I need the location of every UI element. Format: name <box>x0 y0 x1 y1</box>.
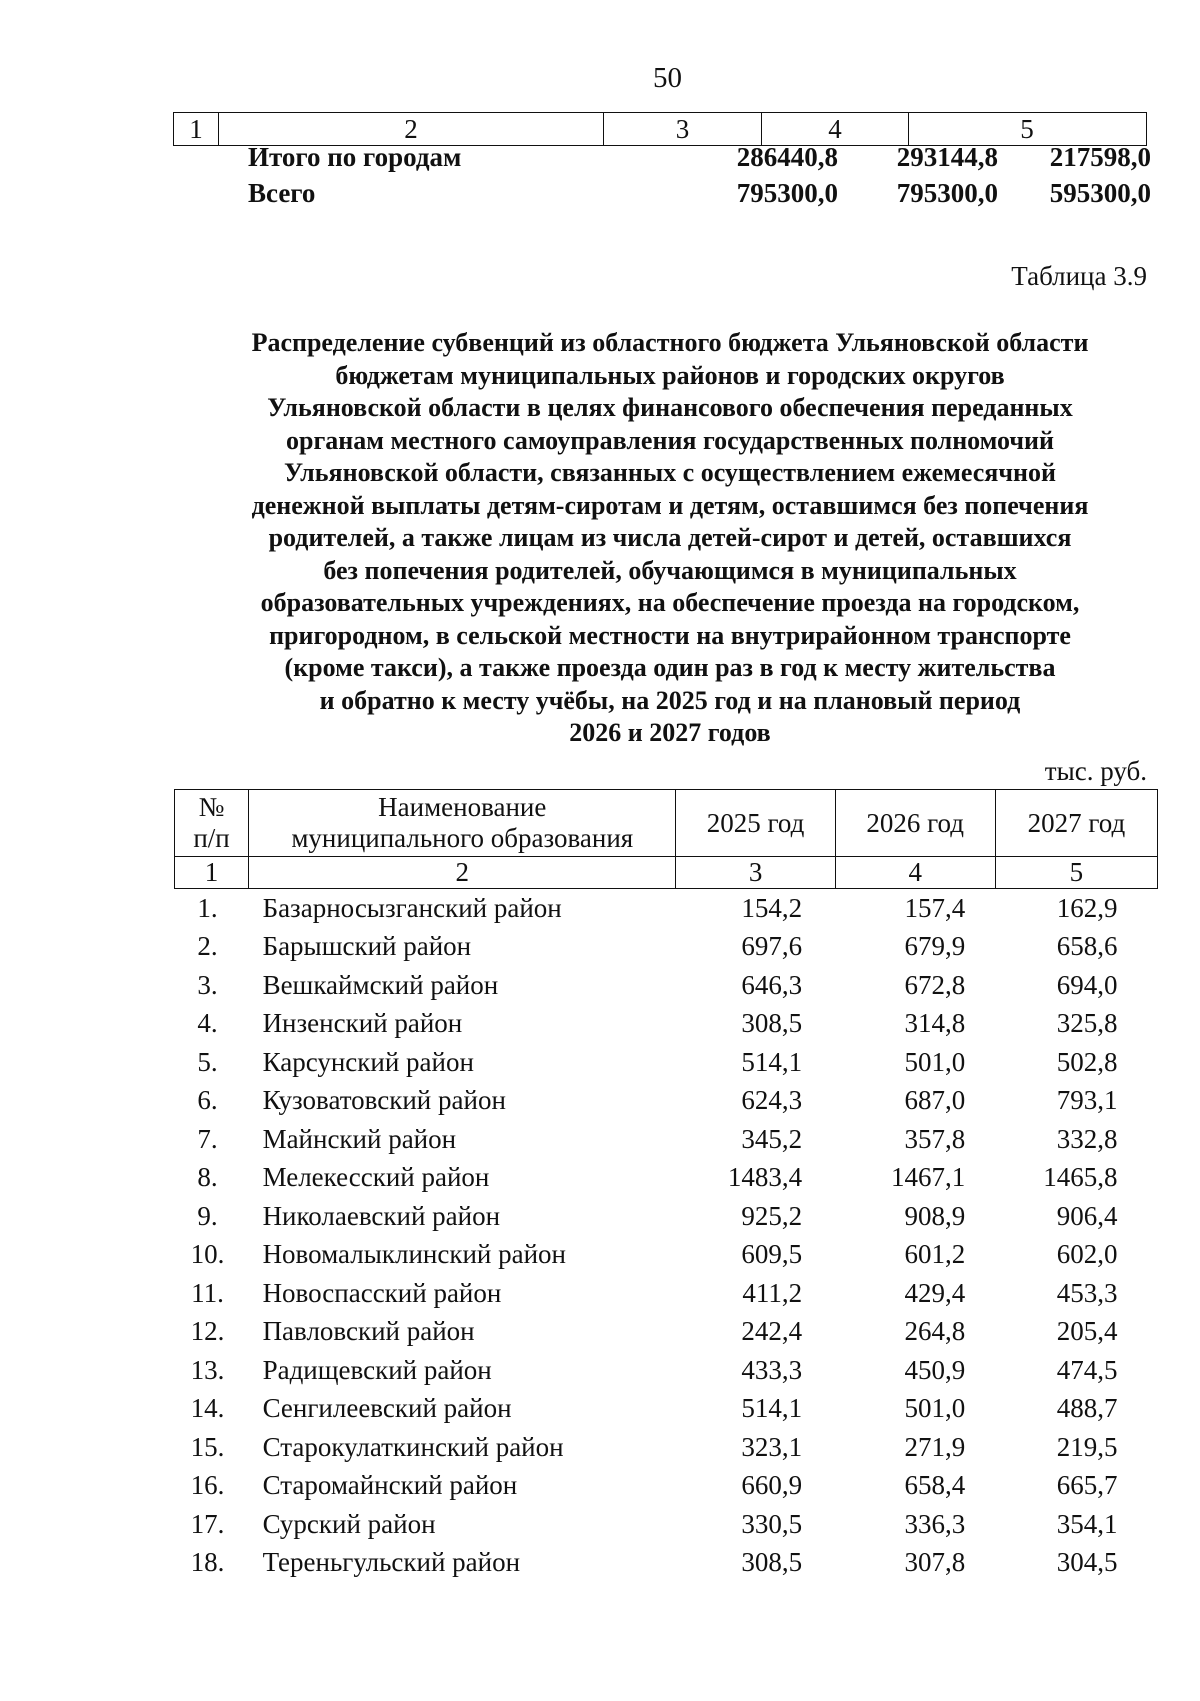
row-number: 4. <box>197 1008 218 1039</box>
table-row <box>175 1120 1158 1159</box>
municipality-name: Сурский район <box>262 1508 436 1539</box>
header-name: Наименование муниципального образования <box>249 790 676 857</box>
summary-value: 595300,0 <box>1049 178 1151 208</box>
row-number: 11. <box>191 1277 224 1308</box>
table-row <box>175 928 1158 967</box>
summary-value: 795300,0 <box>896 178 998 208</box>
value-2025: 609,5 <box>741 1239 803 1270</box>
summary-value: 795300,0 <box>736 178 838 208</box>
index-cell: 2 <box>249 857 676 889</box>
row-number: 15. <box>190 1431 225 1462</box>
header-2027: 2027 год <box>995 790 1157 857</box>
value-2026: 687,0 <box>904 1085 966 1116</box>
table-row <box>175 1313 1158 1352</box>
municipality-name: Павловский район <box>262 1316 475 1347</box>
table-row <box>175 1274 1158 1313</box>
value-2027: 354,1 <box>1056 1508 1118 1539</box>
value-2026: 908,9 <box>904 1200 966 1231</box>
summary-value: 217598,0 <box>1049 142 1151 172</box>
municipality-name: Майнский район <box>262 1123 457 1154</box>
value-2027: 332,8 <box>1056 1123 1118 1154</box>
table-row <box>175 1505 1158 1544</box>
municipality-name: Радищевский район <box>262 1354 492 1385</box>
title-line: бюджетам муниципальных районов и городских округов <box>335 360 1005 390</box>
value-2027: 793,1 <box>1056 1085 1118 1116</box>
value-2026: 672,8 <box>904 969 966 1000</box>
value-2025: 433,3 <box>741 1354 803 1385</box>
value-2025: 154,2 <box>741 892 803 923</box>
table-row <box>175 1159 1158 1198</box>
value-2026: 679,9 <box>904 931 966 962</box>
table-row <box>175 1082 1158 1121</box>
value-2025: 411,2 <box>742 1277 803 1308</box>
value-2027: 665,7 <box>1056 1470 1118 1501</box>
value-2026: 1467,1 <box>891 1162 966 1193</box>
top-header-cell: 5 <box>1020 114 1034 144</box>
title-line: денежной выплаты детям-сиротам и детям, оставшимся без попечения <box>251 490 1089 520</box>
value-2027: 906,4 <box>1056 1200 1118 1231</box>
header-num: № п/п <box>175 790 249 857</box>
table-row <box>175 889 1158 928</box>
summary-value: 293144,8 <box>896 142 998 172</box>
row-number: 8. <box>197 1162 218 1193</box>
table-row <box>175 1544 1158 1583</box>
row-number: 5. <box>197 1046 218 1077</box>
value-2025: 308,5 <box>741 1008 803 1039</box>
summary-label: Всего <box>248 178 316 208</box>
row-number: 2. <box>197 931 218 962</box>
value-2026: 501,0 <box>904 1046 966 1077</box>
row-number: 18. <box>190 1547 225 1578</box>
index-cell: 3 <box>676 857 835 889</box>
value-2027: 1465,8 <box>1043 1162 1118 1193</box>
value-2027: 474,5 <box>1056 1354 1118 1385</box>
value-2026: 336,3 <box>904 1508 966 1539</box>
value-2026: 157,4 <box>904 892 966 923</box>
table-title <box>140 327 1200 750</box>
value-2025: 345,2 <box>741 1123 803 1154</box>
table-label: Таблица 3.9 <box>1011 261 1147 291</box>
municipality-name: Барышский район <box>262 931 472 962</box>
subvention-table <box>174 789 1158 1582</box>
value-2025: 660,9 <box>741 1470 803 1501</box>
table-row <box>175 1197 1158 1236</box>
table-row <box>175 1351 1158 1390</box>
row-number: 10. <box>190 1239 225 1270</box>
summary-value: 286440,8 <box>736 142 838 172</box>
row-number: 7. <box>197 1123 218 1154</box>
row-number: 17. <box>190 1508 225 1539</box>
table-row <box>175 1467 1158 1506</box>
table-row <box>175 966 1158 1005</box>
index-cell: 4 <box>835 857 995 889</box>
municipality-name: Тереньгульский район <box>262 1547 521 1578</box>
value-2025: 624,3 <box>741 1085 803 1116</box>
page-number: 50 <box>653 62 682 94</box>
title-line: пригородном, в сельской местности на внутрирайонном транспорте <box>269 620 1071 650</box>
header-2025: 2025 год <box>676 790 835 857</box>
municipality-name: Старомайнский район <box>262 1470 518 1501</box>
table-row <box>175 1390 1158 1429</box>
summary-row-cities <box>173 142 1151 182</box>
value-2027: 219,5 <box>1056 1431 1118 1462</box>
municipality-name: Вешкаймский район <box>262 969 499 1000</box>
top-table-header <box>173 112 1147 146</box>
municipality-name: Карсунский район <box>262 1046 474 1077</box>
title-line: органам местного самоуправления государственных полномочий <box>285 425 1054 455</box>
table-row <box>175 1043 1158 1082</box>
value-2027: 453,3 <box>1056 1277 1118 1308</box>
value-2026: 264,8 <box>904 1316 966 1347</box>
municipality-name: Новомалыклинский район <box>262 1239 566 1270</box>
value-2027: 162,9 <box>1056 892 1118 923</box>
municipality-name: Николаевский район <box>262 1200 501 1231</box>
value-2025: 330,5 <box>741 1508 803 1539</box>
title-line: Ульяновской области, связанных с осуществлением ежемесячной <box>284 458 1056 487</box>
table-index-row <box>175 857 1158 889</box>
header-2026: 2026 год <box>835 790 995 857</box>
municipality-name: Мелекесский район <box>262 1162 490 1193</box>
value-2026: 271,9 <box>904 1431 966 1462</box>
top-header-cell: 4 <box>762 113 909 145</box>
value-2026: 658,4 <box>904 1470 966 1501</box>
title-line: и обратно к месту учёбы, на 2025 год и на плановый период <box>319 685 1021 715</box>
value-2025: 925,2 <box>741 1200 803 1231</box>
row-number: 13. <box>190 1354 225 1385</box>
table-row <box>175 1005 1158 1044</box>
top-header-cell: 1 <box>174 113 219 145</box>
row-number: 1. <box>197 892 218 923</box>
value-2027: 502,8 <box>1056 1046 1118 1077</box>
row-number: 16. <box>190 1470 225 1501</box>
value-2026: 429,4 <box>904 1277 966 1308</box>
municipality-name: Новоспасский район <box>262 1277 502 1308</box>
table-body <box>175 889 1158 1583</box>
title-line: без попечения родителей, обучающимся в муниципальных <box>323 555 1017 585</box>
title-line: Распределение субвенций из областного бюджета Ульяновской области <box>251 328 1089 357</box>
title-line: родителей, а также лицам из числа детей-сирот и детей, оставшихся <box>268 523 1072 552</box>
municipality-name: Базарносызганский район <box>262 892 562 923</box>
summary-label: Итого по городам <box>248 142 462 172</box>
value-2027: 694,0 <box>1056 969 1118 1000</box>
value-2027: 304,5 <box>1056 1547 1118 1578</box>
value-2025: 646,3 <box>741 969 803 1000</box>
value-2026: 307,8 <box>904 1547 966 1578</box>
value-2025: 242,4 <box>741 1316 803 1347</box>
value-2027: 325,8 <box>1056 1008 1118 1039</box>
table-header-row <box>175 790 1158 857</box>
municipality-name: Кузоватовский район <box>262 1085 506 1116</box>
value-2027: 658,6 <box>1056 931 1118 962</box>
index-cell: 5 <box>995 857 1157 889</box>
value-2025: 514,1 <box>741 1046 803 1077</box>
value-2026: 501,0 <box>904 1393 966 1424</box>
value-2027: 602,0 <box>1056 1239 1118 1270</box>
units-label: тыс. руб. <box>1044 756 1147 786</box>
value-2025: 1483,4 <box>727 1162 803 1193</box>
row-number: 9. <box>197 1200 218 1231</box>
municipality-name: Инзенский район <box>262 1008 463 1039</box>
row-number: 14. <box>190 1393 225 1424</box>
row-number: 6. <box>197 1085 218 1116</box>
value-2025: 323,1 <box>741 1431 803 1462</box>
value-2027: 488,7 <box>1056 1393 1118 1424</box>
summary-row-total <box>173 178 1151 218</box>
row-number: 12. <box>190 1316 225 1347</box>
municipality-name: Сенгилеевский район <box>262 1393 512 1424</box>
value-2025: 697,6 <box>741 931 803 962</box>
title-line: 2026 и 2027 годов <box>569 718 771 747</box>
top-header-cell: 3 <box>604 113 762 145</box>
index-cell: 1 <box>175 857 249 889</box>
table-row <box>175 1236 1158 1275</box>
value-2027: 205,4 <box>1056 1316 1118 1347</box>
value-2026: 357,8 <box>904 1123 966 1154</box>
row-number: 3. <box>197 969 218 1000</box>
value-2025: 514,1 <box>741 1393 803 1424</box>
title-line: Ульяновской области в целях финансового обеспечения переданных <box>267 393 1073 422</box>
value-2025: 308,5 <box>741 1547 803 1578</box>
title-line: (кроме такси), а также проезда один раз в год к месту жительства <box>284 653 1056 682</box>
value-2026: 314,8 <box>904 1008 966 1039</box>
table-row <box>175 1428 1158 1467</box>
municipality-name: Старокулаткинский район <box>262 1431 564 1462</box>
value-2026: 601,2 <box>904 1239 966 1270</box>
value-2026: 450,9 <box>904 1354 966 1385</box>
top-header-cell: 2 <box>219 113 604 145</box>
title-line: образовательных учреждениях, на обеспечение проезда на городском, <box>260 588 1080 617</box>
